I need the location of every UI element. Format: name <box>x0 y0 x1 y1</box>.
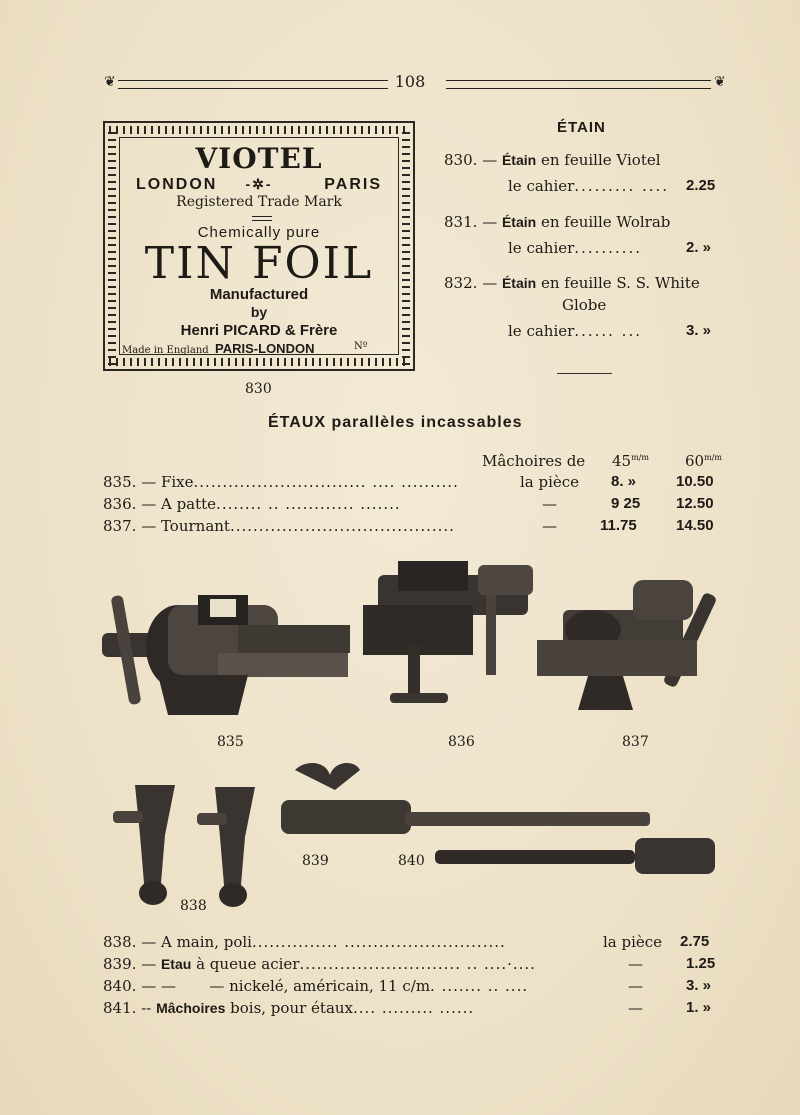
figure-838-label: 838 <box>180 898 207 914</box>
row-839-unit: — <box>628 955 643 973</box>
row-839-price: 1.25 <box>686 955 716 972</box>
item-831-price: 2. » <box>686 239 712 256</box>
row-835-price-60: 10.50 <box>676 473 714 490</box>
item-831-line2: le cahier.......... <box>508 239 642 257</box>
tail-vises-839-840-illustration <box>275 760 725 890</box>
etain-title: ÉTAIN <box>557 119 606 136</box>
row-840-price: 3. » <box>686 977 712 994</box>
brand-name: VIOTEL <box>195 142 323 175</box>
row-841-unit: — <box>628 999 643 1017</box>
places: PARIS-LONDON <box>215 341 315 356</box>
label-inner <box>119 137 399 355</box>
item-830-line2: le cahier......... .... <box>508 177 670 195</box>
made-in-line <box>122 341 400 356</box>
item-830-line1: 830. — Étain en feuille Viotel <box>444 151 661 169</box>
city-separator: -✲- <box>245 176 273 192</box>
vise-836-illustration <box>358 555 538 715</box>
figure-830-label: 830 <box>245 381 272 397</box>
etaux-title: ÉTAUX parallèles incassables <box>268 414 523 431</box>
maker-name: Henri PICARD & Frère <box>180 322 338 339</box>
vise-837-illustration <box>533 570 733 720</box>
row-836-price-45: 9 25 <box>611 495 641 512</box>
section-rule <box>557 373 612 374</box>
row-835-price-45: 8. » <box>611 473 637 490</box>
row-841: 841. -- Mâchoires bois, pour étaux.... ......... ...... <box>103 999 475 1017</box>
item-832-price: 3. » <box>686 322 712 339</box>
row-835-unit: la pièce <box>520 473 580 491</box>
fret-border-right <box>402 127 410 365</box>
figure-837-label: 837 <box>622 734 649 750</box>
row-838-price: 2.75 <box>680 933 710 950</box>
figure-840-label: 840 <box>398 853 425 869</box>
row-835: 835. — Fixe.............................. .... .......... <box>103 473 459 491</box>
page-number: 108 <box>394 72 426 91</box>
registered-mark: Registered Trade Mark <box>176 194 342 210</box>
row-840: 840. — — — nickelé, américain, 11 c/m. ....... .. .... <box>103 977 529 995</box>
figure-835-label: 835 <box>217 734 244 750</box>
hand-vise-838-illustration <box>105 775 275 910</box>
item-832-line1: 832. — Étain en feuille S. S. White <box>444 274 700 292</box>
row-839: 839. — Etau à queue acier............................ .. ....·.... <box>103 955 536 973</box>
row-837: 837. — Tournant....................................... <box>103 517 455 535</box>
fret-border-bottom <box>109 358 409 366</box>
city-right: PARIS <box>324 176 382 193</box>
row-841-price: 1. » <box>686 999 712 1016</box>
item-831-line1: 831. — Étain en feuille Wolrab <box>444 213 671 231</box>
label-divider <box>252 216 272 221</box>
row-836-unit: — <box>542 495 557 513</box>
jaw-header-label: Mâchoires de <box>482 452 586 470</box>
number-mark: Nº <box>354 341 368 352</box>
fret-border-left <box>108 127 116 365</box>
row-836: 836. — A patte........ .. ............ ....... <box>103 495 401 513</box>
city-left: LONDON <box>136 176 218 193</box>
item-830-price: 2.25 <box>686 177 716 194</box>
row-837-price-45: 11.75 <box>600 517 637 534</box>
row-838-unit: la pièce <box>603 933 663 951</box>
header-rule-right <box>446 80 711 89</box>
row-836-price-60: 12.50 <box>676 495 714 512</box>
jaw-col2: $60^{m/m}$ <box>685 452 722 470</box>
item-832-line2: le cahier...... ... <box>508 322 642 340</box>
header-rule-left <box>118 80 388 89</box>
product-name: TIN FOIL <box>144 238 374 289</box>
vise-835-illustration <box>98 585 356 725</box>
item-832-line1b: Globe <box>562 296 607 314</box>
by-text: by <box>250 304 268 320</box>
figure-836-label: 836 <box>448 734 475 750</box>
label-cities <box>120 176 398 194</box>
fret-border-top <box>109 126 409 134</box>
row-837-unit: — <box>542 517 557 535</box>
ornament-right-icon: ❦ <box>714 74 726 90</box>
manufactured-text: Manufactured <box>209 286 309 303</box>
row-837-price-60: 14.50 <box>676 517 714 534</box>
figure-839-label: 839 <box>302 853 329 869</box>
made-in: Made in England <box>122 345 209 356</box>
row-840-unit: — <box>628 977 643 995</box>
ornament-left-icon: ❦ <box>104 74 116 90</box>
viotel-label <box>103 121 415 371</box>
jaw-col1: $45^{m/m}$ <box>612 452 649 470</box>
row-838: 838. — A main, poli............... ............................ <box>103 933 506 951</box>
chemically-pure: Chemically pure <box>197 224 321 241</box>
